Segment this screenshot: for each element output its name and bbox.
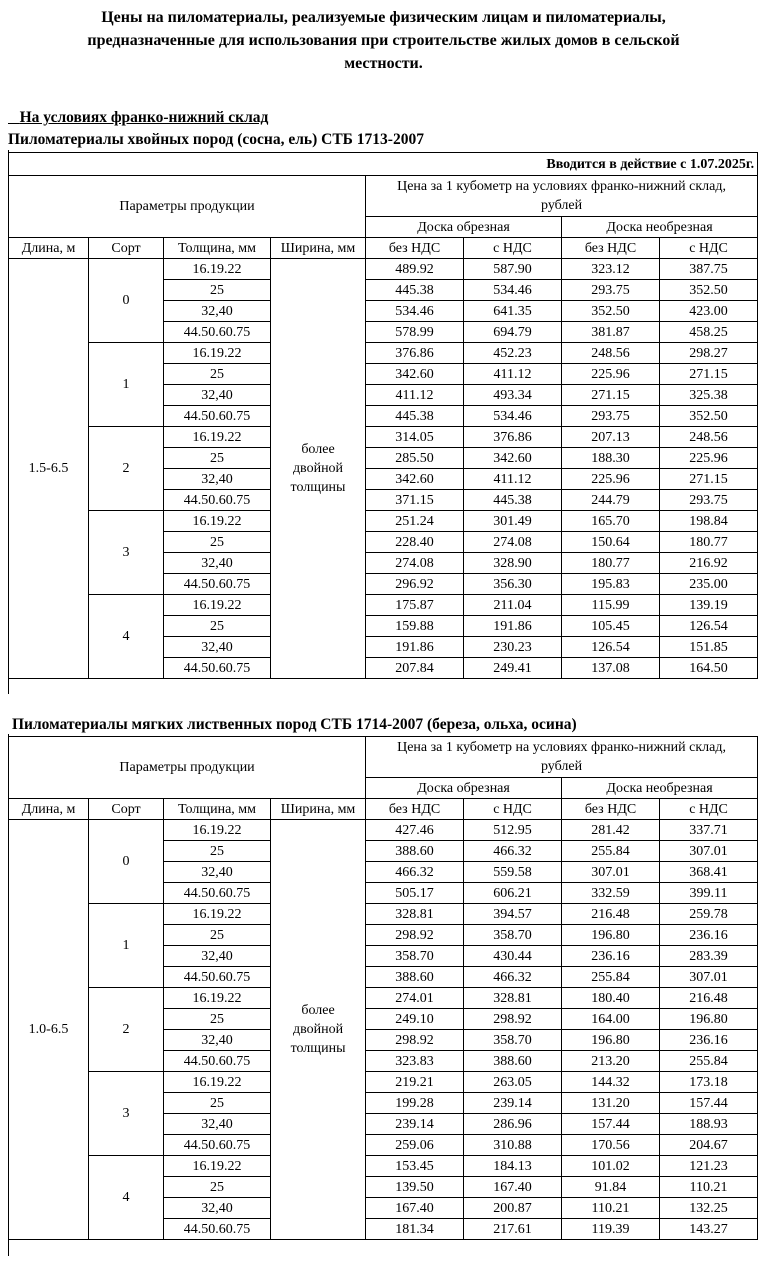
price-cell: 271.15 <box>660 364 758 385</box>
price-cell: 505.17 <box>366 883 464 904</box>
thickness-cell: 32,40 <box>164 301 271 322</box>
price-header <box>366 176 758 217</box>
thickness-cell: 44.50.60.75 <box>164 1051 271 1072</box>
price-cell: 181.34 <box>366 1219 464 1240</box>
thickness-cell: 16.19.22 <box>164 988 271 1009</box>
price-cell: 452.23 <box>464 343 562 364</box>
price-cell: 115.99 <box>562 595 660 616</box>
thickness-cell: 32,40 <box>164 1198 271 1219</box>
price-cell: 196.80 <box>562 1030 660 1051</box>
price-cell: 512.95 <box>464 820 562 841</box>
price-cell: 164.50 <box>660 658 758 679</box>
thickness-cell: 25 <box>164 1009 271 1030</box>
price-cell: 332.59 <box>562 883 660 904</box>
thickness-cell: 32,40 <box>164 946 271 967</box>
price-cell: 578.99 <box>366 322 464 343</box>
price-cell: 352.50 <box>660 406 758 427</box>
thickness-cell: 25 <box>164 1177 271 1198</box>
price-cell: 427.46 <box>366 820 464 841</box>
effective-date: Вводится в действие с 1.07.2025г. <box>9 153 758 176</box>
table-row <box>9 343 758 364</box>
price-cell: 423.00 <box>660 301 758 322</box>
price-cell: 310.88 <box>464 1135 562 1156</box>
table-row <box>9 595 758 616</box>
price-cell: 167.40 <box>464 1177 562 1198</box>
price-cell: 239.14 <box>366 1114 464 1135</box>
table1-title: Пиломатериалы хвойных пород (сосна, ель) СТБ 1713-2007 <box>8 131 424 148</box>
grade-cell: 4 <box>89 1156 164 1240</box>
length-header: Длина, м <box>9 238 89 259</box>
price-no-vat-header: без НДС <box>562 238 660 259</box>
title-line: предназначенные для использования при строительстве жилых домов в сельской <box>87 32 680 49</box>
price-cell: 342.60 <box>366 364 464 385</box>
thickness-cell: 25 <box>164 448 271 469</box>
price-cell: 271.15 <box>562 385 660 406</box>
price-cell: 216.48 <box>660 988 758 1009</box>
price-cell: 126.54 <box>660 616 758 637</box>
price-cell: 211.04 <box>464 595 562 616</box>
price-cell: 170.56 <box>562 1135 660 1156</box>
price-cell: 293.75 <box>660 490 758 511</box>
price-cell: 328.81 <box>366 904 464 925</box>
price-cell: 217.61 <box>464 1219 562 1240</box>
price-cell: 239.14 <box>464 1093 562 1114</box>
price-cell: 191.86 <box>366 637 464 658</box>
grade-cell: 3 <box>89 511 164 595</box>
terms-text: На условиях франко-нижний склад <box>19 109 269 126</box>
price-cell: 188.93 <box>660 1114 758 1135</box>
price-cell: 139.19 <box>660 595 758 616</box>
price-cell: 213.20 <box>562 1051 660 1072</box>
price-cell: 371.15 <box>366 490 464 511</box>
price-cell: 411.12 <box>464 364 562 385</box>
price-cell: 298.92 <box>366 925 464 946</box>
table-row <box>9 1072 758 1093</box>
price-cell: 126.54 <box>562 637 660 658</box>
price-cell: 307.01 <box>660 967 758 988</box>
header-row <box>9 238 758 259</box>
price-cell: 445.38 <box>366 406 464 427</box>
table-row <box>9 427 758 448</box>
table-row <box>9 904 758 925</box>
unedged-board-header: Доска необрезная <box>562 778 758 799</box>
price-cell: 307.01 <box>562 862 660 883</box>
price-cell: 173.18 <box>660 1072 758 1093</box>
grade-cell: 3 <box>89 1072 164 1156</box>
price-cell: 225.96 <box>660 448 758 469</box>
price-cell: 301.49 <box>464 511 562 532</box>
thickness-cell: 44.50.60.75 <box>164 1135 271 1156</box>
thickness-cell: 32,40 <box>164 1114 271 1135</box>
thickness-cell: 32,40 <box>164 1030 271 1051</box>
width-line: толщины <box>290 480 346 495</box>
price-cell: 91.84 <box>562 1177 660 1198</box>
thickness-cell: 16.19.22 <box>164 1072 271 1093</box>
price-cell: 157.44 <box>660 1093 758 1114</box>
price-cell: 387.75 <box>660 259 758 280</box>
price-cell: 235.00 <box>660 574 758 595</box>
thickness-cell: 16.19.22 <box>164 259 271 280</box>
thickness-cell: 16.19.22 <box>164 427 271 448</box>
thickness-cell: 16.19.22 <box>164 343 271 364</box>
price-cell: 144.32 <box>562 1072 660 1093</box>
price-with-vat-header: с НДС <box>660 238 758 259</box>
price-cell: 430.44 <box>464 946 562 967</box>
price-header <box>366 737 758 778</box>
price-cell: 195.83 <box>562 574 660 595</box>
price-cell: 151.85 <box>660 637 758 658</box>
price-cell: 466.32 <box>464 967 562 988</box>
price-cell: 445.38 <box>366 280 464 301</box>
price-cell: 352.50 <box>562 301 660 322</box>
price-cell: 236.16 <box>660 1030 758 1051</box>
price-cell: 298.92 <box>366 1030 464 1051</box>
price-cell: 131.20 <box>562 1093 660 1114</box>
price-cell: 358.70 <box>366 946 464 967</box>
price-cell: 196.80 <box>562 925 660 946</box>
price-cell: 641.35 <box>464 301 562 322</box>
price-cell: 153.45 <box>366 1156 464 1177</box>
price-cell: 298.92 <box>464 1009 562 1030</box>
price-cell: 188.30 <box>562 448 660 469</box>
price-cell: 283.39 <box>660 946 758 967</box>
price-cell: 175.87 <box>366 595 464 616</box>
price-cell: 388.60 <box>464 1051 562 1072</box>
width-line: более <box>301 1003 335 1018</box>
price-cell: 263.05 <box>464 1072 562 1093</box>
price-cell: 137.08 <box>562 658 660 679</box>
thickness-cell: 32,40 <box>164 469 271 490</box>
price-cell: 445.38 <box>464 490 562 511</box>
width-header: Ширина, мм <box>271 799 366 820</box>
price-cell: 358.70 <box>464 1030 562 1051</box>
thickness-header: Толщина, мм <box>164 799 271 820</box>
price-cell: 207.84 <box>366 658 464 679</box>
thickness-cell: 44.50.60.75 <box>164 1219 271 1240</box>
price-cell: 230.23 <box>464 637 562 658</box>
price-cell: 411.12 <box>464 469 562 490</box>
thickness-cell: 16.19.22 <box>164 820 271 841</box>
price-cell: 200.87 <box>464 1198 562 1219</box>
price-cell: 198.84 <box>660 511 758 532</box>
title-line: местности. <box>344 55 423 72</box>
thickness-cell: 25 <box>164 364 271 385</box>
price-cell: 274.01 <box>366 988 464 1009</box>
width-line: двойной <box>292 461 344 476</box>
thickness-header: Толщина, мм <box>164 238 271 259</box>
price-cell: 271.15 <box>660 469 758 490</box>
price-cell: 119.39 <box>562 1219 660 1240</box>
price-cell: 180.77 <box>562 553 660 574</box>
price-cell: 191.86 <box>464 616 562 637</box>
price-cell: 325.38 <box>660 385 758 406</box>
thickness-cell: 25 <box>164 925 271 946</box>
price-cell: 466.32 <box>366 862 464 883</box>
grade-header: Сорт <box>89 238 164 259</box>
price-cell: 296.92 <box>366 574 464 595</box>
table2-title: Пиломатериалы мягких лиственных пород СТБ 1714-2007 (береза, ольха, осина) <box>12 716 577 733</box>
price-cell: 225.96 <box>562 364 660 385</box>
price-cell: 110.21 <box>562 1198 660 1219</box>
price-cell: 307.01 <box>660 841 758 862</box>
thickness-cell: 25 <box>164 1093 271 1114</box>
price-cell: 157.44 <box>562 1114 660 1135</box>
price-cell: 606.21 <box>464 883 562 904</box>
price-cell: 534.46 <box>464 280 562 301</box>
thickness-cell: 32,40 <box>164 385 271 406</box>
price-no-vat-header: без НДС <box>366 799 464 820</box>
price-cell: 587.90 <box>464 259 562 280</box>
params-header: Параметры продукции <box>9 176 366 238</box>
price-cell: 165.70 <box>562 511 660 532</box>
params-header: Параметры продукции <box>9 737 366 799</box>
thickness-cell: 16.19.22 <box>164 904 271 925</box>
price-cell: 259.78 <box>660 904 758 925</box>
price-cell: 328.81 <box>464 988 562 1009</box>
price-cell: 164.00 <box>562 1009 660 1030</box>
price-cell: 559.58 <box>464 862 562 883</box>
price-cell: 248.56 <box>660 427 758 448</box>
edged-board-header: Доска обрезная <box>366 778 562 799</box>
price-cell: 286.96 <box>464 1114 562 1135</box>
header-row <box>9 799 758 820</box>
price-cell: 281.42 <box>562 820 660 841</box>
document-title <box>0 6 767 75</box>
price-cell: 121.23 <box>660 1156 758 1177</box>
effective-date-row <box>9 153 758 176</box>
table-row <box>9 1156 758 1177</box>
thickness-cell: 44.50.60.75 <box>164 406 271 427</box>
price-cell: 184.13 <box>464 1156 562 1177</box>
price-cell: 394.57 <box>464 904 562 925</box>
price-header-line: рублей <box>541 198 583 213</box>
length-cell: 1.0-6.5 <box>9 820 89 1240</box>
thickness-cell: 16.19.22 <box>164 1156 271 1177</box>
price-cell: 376.86 <box>464 427 562 448</box>
price-cell: 216.48 <box>562 904 660 925</box>
thickness-cell: 32,40 <box>164 862 271 883</box>
price-cell: 150.64 <box>562 532 660 553</box>
hardwood-price-table <box>8 736 758 1240</box>
thickness-cell: 44.50.60.75 <box>164 490 271 511</box>
price-cell: 458.25 <box>660 322 758 343</box>
table-row <box>9 259 758 280</box>
price-cell: 534.46 <box>366 301 464 322</box>
price-cell: 143.27 <box>660 1219 758 1240</box>
grade-header: Сорт <box>89 799 164 820</box>
price-cell: 388.60 <box>366 967 464 988</box>
thickness-cell: 44.50.60.75 <box>164 967 271 988</box>
price-cell: 105.45 <box>562 616 660 637</box>
price-cell: 534.46 <box>464 406 562 427</box>
price-no-vat-header: без НДС <box>562 799 660 820</box>
price-cell: 342.60 <box>366 469 464 490</box>
header-row <box>9 176 758 217</box>
header-row <box>9 737 758 778</box>
thickness-cell: 16.19.22 <box>164 595 271 616</box>
price-cell: 388.60 <box>366 841 464 862</box>
price-cell: 244.79 <box>562 490 660 511</box>
price-cell: 248.56 <box>562 343 660 364</box>
price-cell: 216.92 <box>660 553 758 574</box>
thickness-cell: 25 <box>164 616 271 637</box>
price-cell: 352.50 <box>660 280 758 301</box>
width-line: толщины <box>290 1041 346 1056</box>
price-cell: 298.27 <box>660 343 758 364</box>
price-cell: 249.10 <box>366 1009 464 1030</box>
price-cell: 139.50 <box>366 1177 464 1198</box>
price-cell: 274.08 <box>366 553 464 574</box>
price-cell: 368.41 <box>660 862 758 883</box>
price-cell: 285.50 <box>366 448 464 469</box>
price-cell: 132.25 <box>660 1198 758 1219</box>
thickness-cell: 16.19.22 <box>164 511 271 532</box>
thickness-cell: 44.50.60.75 <box>164 574 271 595</box>
price-cell: 337.71 <box>660 820 758 841</box>
width-line: двойной <box>292 1022 344 1037</box>
price-header-line: Цена за 1 кубометр на условиях франко-нижний склад, <box>397 740 726 755</box>
width-line: более <box>301 442 335 457</box>
thickness-cell: 44.50.60.75 <box>164 883 271 904</box>
price-cell: 196.80 <box>660 1009 758 1030</box>
price-header-line: Цена за 1 кубометр на условиях франко-нижний склад, <box>397 179 726 194</box>
price-cell: 255.84 <box>562 841 660 862</box>
grade-cell: 1 <box>89 343 164 427</box>
price-cell: 358.70 <box>464 925 562 946</box>
price-cell: 159.88 <box>366 616 464 637</box>
edged-board-header: Доска обрезная <box>366 217 562 238</box>
title-line: Цены на пиломатериалы, реализуемые физическим лицам и пиломатериалы, <box>101 9 666 26</box>
price-cell: 323.12 <box>562 259 660 280</box>
price-cell: 274.08 <box>464 532 562 553</box>
thickness-cell: 32,40 <box>164 553 271 574</box>
table-row <box>9 820 758 841</box>
price-cell: 225.96 <box>562 469 660 490</box>
price-cell: 251.24 <box>366 511 464 532</box>
price-cell: 255.84 <box>660 1051 758 1072</box>
price-cell: 180.40 <box>562 988 660 1009</box>
price-cell: 167.40 <box>366 1198 464 1219</box>
grade-cell: 1 <box>89 904 164 988</box>
width-cell <box>271 259 366 679</box>
price-cell: 493.34 <box>464 385 562 406</box>
price-cell: 314.05 <box>366 427 464 448</box>
terms-heading <box>8 109 268 127</box>
price-cell: 342.60 <box>464 448 562 469</box>
price-cell: 255.84 <box>562 967 660 988</box>
grade-cell: 4 <box>89 595 164 679</box>
softwood-price-table <box>8 152 758 679</box>
length-header: Длина, м <box>9 799 89 820</box>
price-cell: 356.30 <box>464 574 562 595</box>
price-cell: 293.75 <box>562 280 660 301</box>
price-cell: 694.79 <box>464 322 562 343</box>
price-cell: 199.28 <box>366 1093 464 1114</box>
price-cell: 228.40 <box>366 532 464 553</box>
grade-cell: 0 <box>89 259 164 343</box>
price-cell: 381.87 <box>562 322 660 343</box>
price-no-vat-header: без НДС <box>366 238 464 259</box>
grade-cell: 2 <box>89 427 164 511</box>
grade-cell: 0 <box>89 820 164 904</box>
unedged-board-header: Доска необрезная <box>562 217 758 238</box>
price-cell: 249.41 <box>464 658 562 679</box>
thickness-cell: 25 <box>164 532 271 553</box>
price-cell: 204.67 <box>660 1135 758 1156</box>
price-cell: 376.86 <box>366 343 464 364</box>
price-cell: 207.13 <box>562 427 660 448</box>
price-cell: 236.16 <box>562 946 660 967</box>
length-cell: 1.5-6.5 <box>9 259 89 679</box>
width-cell <box>271 820 366 1240</box>
thickness-cell: 44.50.60.75 <box>164 658 271 679</box>
table-row <box>9 988 758 1009</box>
width-header: Ширина, мм <box>271 238 366 259</box>
thickness-cell: 32,40 <box>164 637 271 658</box>
price-with-vat-header: с НДС <box>660 799 758 820</box>
price-cell: 411.12 <box>366 385 464 406</box>
price-header-line: рублей <box>540 759 583 774</box>
price-cell: 328.90 <box>464 553 562 574</box>
price-cell: 489.92 <box>366 259 464 280</box>
price-cell: 110.21 <box>660 1177 758 1198</box>
price-cell: 219.21 <box>366 1072 464 1093</box>
price-cell: 259.06 <box>366 1135 464 1156</box>
price-cell: 323.83 <box>366 1051 464 1072</box>
price-with-vat-header: с НДС <box>464 799 562 820</box>
price-cell: 101.02 <box>562 1156 660 1177</box>
table-row <box>9 511 758 532</box>
price-cell: 399.11 <box>660 883 758 904</box>
thickness-cell: 44.50.60.75 <box>164 322 271 343</box>
price-cell: 466.32 <box>464 841 562 862</box>
price-cell: 293.75 <box>562 406 660 427</box>
price-with-vat-header: с НДС <box>464 238 562 259</box>
price-cell: 236.16 <box>660 925 758 946</box>
thickness-cell: 25 <box>164 841 271 862</box>
grade-cell: 2 <box>89 988 164 1072</box>
thickness-cell: 25 <box>164 280 271 301</box>
price-cell: 180.77 <box>660 532 758 553</box>
